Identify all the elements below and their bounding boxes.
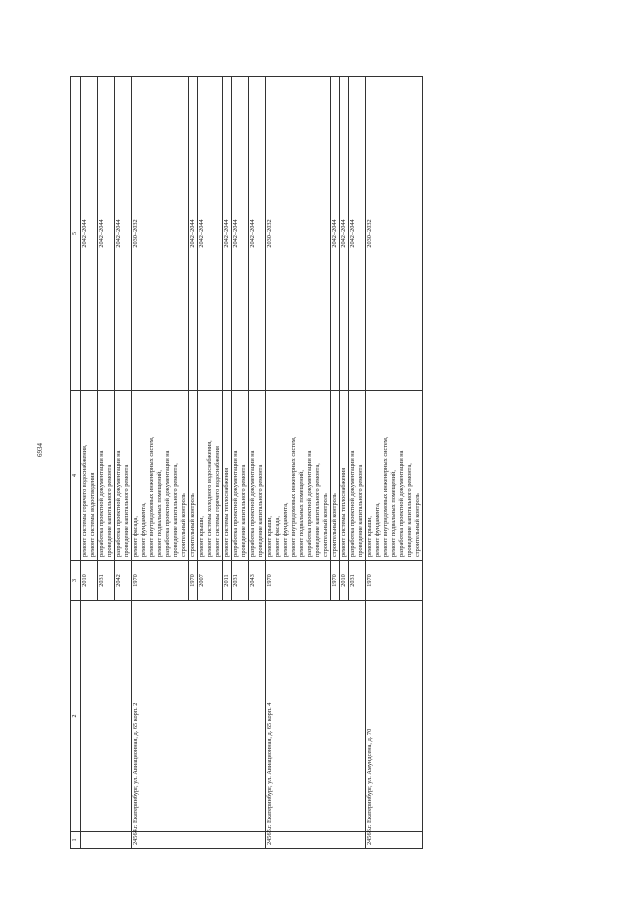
object-number: 24566. [366,832,423,849]
planned-period-cell: 2030–2032 [132,77,189,391]
planned-period-cell: 2030–2032 [266,77,331,391]
object-address: г. Екатеринбург, ул. Авиационная, д. 65 корп. 4 [266,601,366,832]
planned-period-cell: 2042–2044 [98,77,115,391]
table-rotator [70,77,600,849]
work-type-cell: разработка проектной документации на проведение капитального ремонта [249,391,266,561]
year-cell: 1970 [132,561,189,601]
work-type-cell: ремонт фасада, ремонт фундамента, ремонт внутридомовых инженерных систем, ремонт подвальных помещений, разработка проектной документации на проведение капитального ремонта, строительный контроль [132,391,189,561]
work-type-cell: разработка проектной документации на проведение капитального ремонта [115,391,132,561]
table-header [71,77,81,849]
planned-period-cell: 2042–2044 [198,77,223,391]
planned-period-cell: 2042–2044 [232,77,249,391]
header-col-1: 1 [71,832,81,849]
header-col-4: 4 [71,391,81,561]
document-sheet [70,77,600,849]
year-cell: 1970 [266,561,331,601]
work-type-cell: ремонт системы теплоснабжения [340,391,349,561]
object-number: 24564. [132,832,266,849]
year-cell: 2043 [249,561,266,601]
table-row [266,77,331,849]
work-type-cell: строительный контроль [331,391,340,561]
object-address: г. Екатеринбург, ул. Амундсена, д. 70 [366,601,423,832]
work-type-cell: ремонт крыши, ремонт фасада, ремонт фундамента, ремонт внутридомовых инженерных систем, ремонт подвальных помещений, разработка проектной документации на проведение капитального ремонта, строительный контроль [266,391,331,561]
page-number: 6934 [36,443,44,457]
object-number [81,832,132,849]
planned-period-cell: 2042–2044 [340,77,349,391]
header-col-5: 5 [71,77,81,391]
work-type-cell: ремонт системы горячего водоснабжения, ремонт системы водоотведения [81,391,98,561]
work-type-cell: ремонт крыши, ремонт системы холодного водоснабжения, ремонт системы горячего водоснабжения [198,391,223,561]
year-cell: 1970 [366,561,423,601]
year-cell: 1970 [189,561,198,601]
year-cell: 2031 [349,561,366,601]
header-col-2: 2 [71,601,81,832]
work-type-cell: ремонт системы теплоснабжения [223,391,232,561]
year-cell: 2031 [98,561,115,601]
table-row [366,77,423,849]
planned-period-cell: 2042–2044 [81,77,98,391]
planned-period-cell: 2042–2044 [223,77,232,391]
table-row [81,77,98,849]
work-type-cell: разработка проектной документации на проведение капитального ремонта [98,391,115,561]
object-number: 24565. [266,832,366,849]
planned-period-cell: 2030–2032 [366,77,423,391]
year-cell: 2031 [232,561,249,601]
planned-period-cell: 2042–2044 [189,77,198,391]
work-type-cell: разработка проектной документации на проведение капитального ремонта [232,391,249,561]
year-cell: 1970 [331,561,340,601]
planned-period-cell: 2042–2044 [249,77,266,391]
planned-period-cell: 2042–2044 [331,77,340,391]
capital-repair-table [70,76,423,849]
object-address: г. Екатеринбург, ул. Авиационная, д. 65 корп. 2 [132,601,266,832]
planned-period-cell: 2042–2044 [349,77,366,391]
planned-period-cell: 2042–2044 [115,77,132,391]
table-row [132,77,189,849]
work-type-cell: разработка проектной документации на проведение капитального ремонта [349,391,366,561]
table-body [81,77,423,849]
work-type-cell: строительный контроль [189,391,198,561]
header-col-3: 3 [71,561,81,601]
work-type-cell: ремонт крыши, ремонт фундамента, ремонт внутридомовых инженерных систем, ремонт подвальных помещений, разработка проектной документации на проведение капитального ремонта, строительный контроль [366,391,423,561]
year-cell: 2042 [115,561,132,601]
object-address [81,601,132,832]
year-cell: 2011 [223,561,232,601]
year-cell: 2007 [198,561,223,601]
year-cell: 2010 [81,561,98,601]
header-row [71,77,81,849]
year-cell: 2010 [340,561,349,601]
